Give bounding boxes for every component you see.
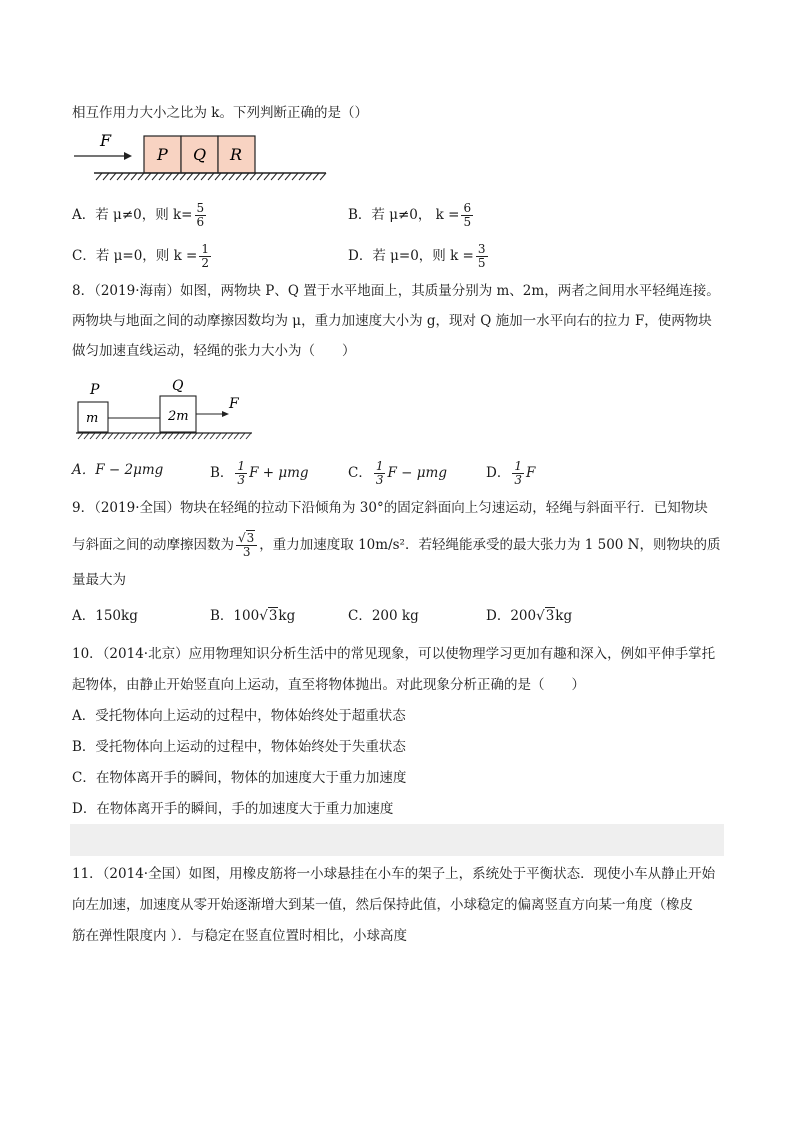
q10-option-b[interactable]: B．受托物体向上运动的过程中，物体始终处于失重状态 — [72, 739, 406, 755]
q10-line-2: 起物体，由静止开始竖直向上运动，直至将物体抛出。对此现象分析正确的是（ ） — [72, 677, 585, 693]
q7-option-d[interactable]: D．若 μ=0，则 k = $\frac{3}{5}$ — [348, 242, 486, 270]
q8-q-label: Q — [172, 378, 184, 394]
q8-line-3: 做匀加速直线运动，轻绳的张力大小为（ ） — [72, 343, 356, 359]
q7-option-c[interactable]: C．若 μ=0，则 k = $\frac{1}{2}$ — [72, 242, 210, 270]
svg-text:m: m — [86, 411, 99, 426]
q10-option-d[interactable]: D．在物体离开手的瞬间，手的加速度大于重力加速度 — [72, 801, 394, 817]
separator-band — [70, 824, 724, 856]
q8-option-a[interactable]: A．F − 2μmg — [72, 462, 164, 478]
q8-line-2: 两物块与地面之间的动摩擦因数均为 μ，重力加速度大小为 g，现对 Q 施加一水平向右的拉力 F，使两物块 — [72, 313, 712, 329]
q7-force-label: F — [100, 131, 112, 150]
q9-line-3: 量最大为 — [72, 572, 126, 588]
q8-force-label: F — [229, 396, 239, 412]
q7-figure — [72, 130, 332, 186]
svg-text:P: P — [157, 145, 168, 164]
q9-line-2: 与斜面之间的动摩擦因数为 $\frac{√3}{3}$ ，重力加速度取 10m/s²．若轻绳能承受的最大张力为 1 500 N，则物块的质 — [72, 531, 721, 559]
q8-option-c[interactable]: C． $\frac{1}{3}$ F − μmg — [348, 459, 447, 487]
q11-line-3: 筋在弹性限度内 ）．与稳定在竖直位置时相比，小球高度 — [72, 928, 408, 944]
q10-line-1: 10．（2014·北京）应用物理知识分析生活中的常见现象，可以使物理学习更加有趣和深入，例如平伸手掌托 — [72, 646, 716, 662]
q8-option-d[interactable]: D． $\frac{1}{3}$ F — [486, 459, 536, 487]
q9-option-b[interactable]: B．100√3kg — [210, 608, 296, 624]
q8-line-1: 8．（2019·海南）如图，两物块 P、Q 置于水平地面上，其质量分别为 m、2m，两者之间用水平轻绳连接。 — [72, 283, 720, 299]
q11-line-2: 向左加速，加速度从零开始逐渐增大到某一值，然后保持此值，小球稳定的偏离竖直方向某一角度（橡皮 — [72, 897, 693, 913]
q10-option-c[interactable]: C．在物体离开手的瞬间，物体的加速度大于重力加速度 — [72, 770, 407, 786]
q11-line-1: 11．（2014·全国）如图，用橡皮筋将一小球悬挂在小车的架子上，系统处于平衡状态．现使小车从静止开始 — [72, 866, 716, 882]
q8-p-label: P — [90, 382, 100, 398]
svg-text:Q: Q — [193, 145, 207, 164]
q8-option-b[interactable]: B． $\frac{1}{3}$ F + μmg — [210, 459, 309, 487]
q7-option-a[interactable]: A．若 μ≠0，则 k= $\frac{5}{6}$ — [72, 201, 205, 229]
q9-option-a[interactable]: A．150kg — [72, 608, 138, 624]
q9-option-d[interactable]: D．200√3kg — [486, 608, 573, 624]
q7-option-b[interactable]: B．若 μ≠0， k = $\frac{6}{5}$ — [348, 201, 472, 229]
q9-line-1: 9．（2019·全国）物块在轻绳的拉动下沿倾角为 30°的固定斜面向上匀速运动，轻绳与斜面平行．已知物块 — [72, 500, 708, 516]
q9-option-c[interactable]: C．200 kg — [348, 608, 419, 624]
svg-text:2m: 2m — [168, 409, 189, 424]
q10-option-a[interactable]: A．受托物体向上运动的过程中，物体始终处于超重状态 — [72, 708, 406, 724]
svg-text:R: R — [230, 145, 243, 164]
q8-figure — [72, 378, 262, 444]
q7-stem: 相互作用力大小之比为 k。下列判断正确的是（） — [72, 105, 368, 121]
